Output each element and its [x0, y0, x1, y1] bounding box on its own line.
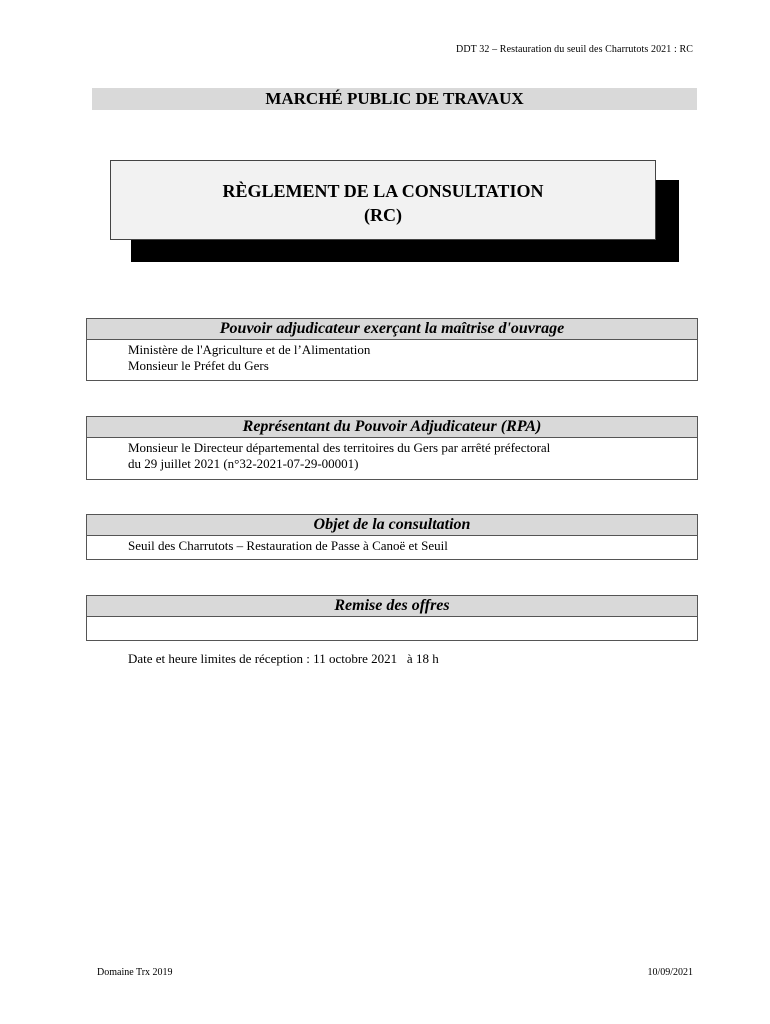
section-body [87, 617, 697, 699]
section-body [87, 438, 697, 472]
section-offers [86, 595, 698, 666]
section-heading: Pouvoir adjudicateur exerçant la maîtrise d'ouvrage [87, 319, 697, 340]
section-line: du 29 juillet 2021 (n°32-2021-07-29-00001) [128, 456, 359, 471]
section-line: Date et heure limites de réception : 11 octobre 2021 à 18 h [128, 651, 439, 666]
footer-domain: Domaine Trx 2019 [97, 967, 173, 978]
section-body [87, 536, 697, 554]
page-title: MARCHÉ PUBLIC DE TRAVAUX [92, 88, 697, 110]
footer-date: 10/09/2021 [647, 967, 693, 978]
consultation-title-box [110, 160, 656, 240]
section-representative [86, 416, 698, 480]
section-heading: Objet de la consultation [87, 515, 697, 536]
section-heading: Remise des offres [87, 596, 697, 617]
section-object [86, 514, 698, 560]
section-line: Monsieur le Directeur départemental des territoires du Gers par arrêté préfectoral [128, 440, 551, 455]
section-heading: Représentant du Pouvoir Adjudicateur (RPA) [87, 417, 697, 438]
consultation-abbrev: (RC) [364, 205, 402, 225]
section-line: Ministère de l'Agriculture et de l’Alimentation [128, 342, 371, 357]
section-body [87, 340, 697, 374]
header-reference: DDT 32 – Restauration du seuil des Charrutots 2021 : RC [456, 44, 693, 55]
section-contracting-authority [86, 318, 698, 381]
section-line: Seuil des Charrutots – Restauration de Passe à Canoë et Seuil [128, 538, 448, 553]
consultation-title: RÈGLEMENT DE LA CONSULTATION [222, 181, 544, 201]
section-line: Monsieur le Préfet du Gers [128, 358, 269, 373]
